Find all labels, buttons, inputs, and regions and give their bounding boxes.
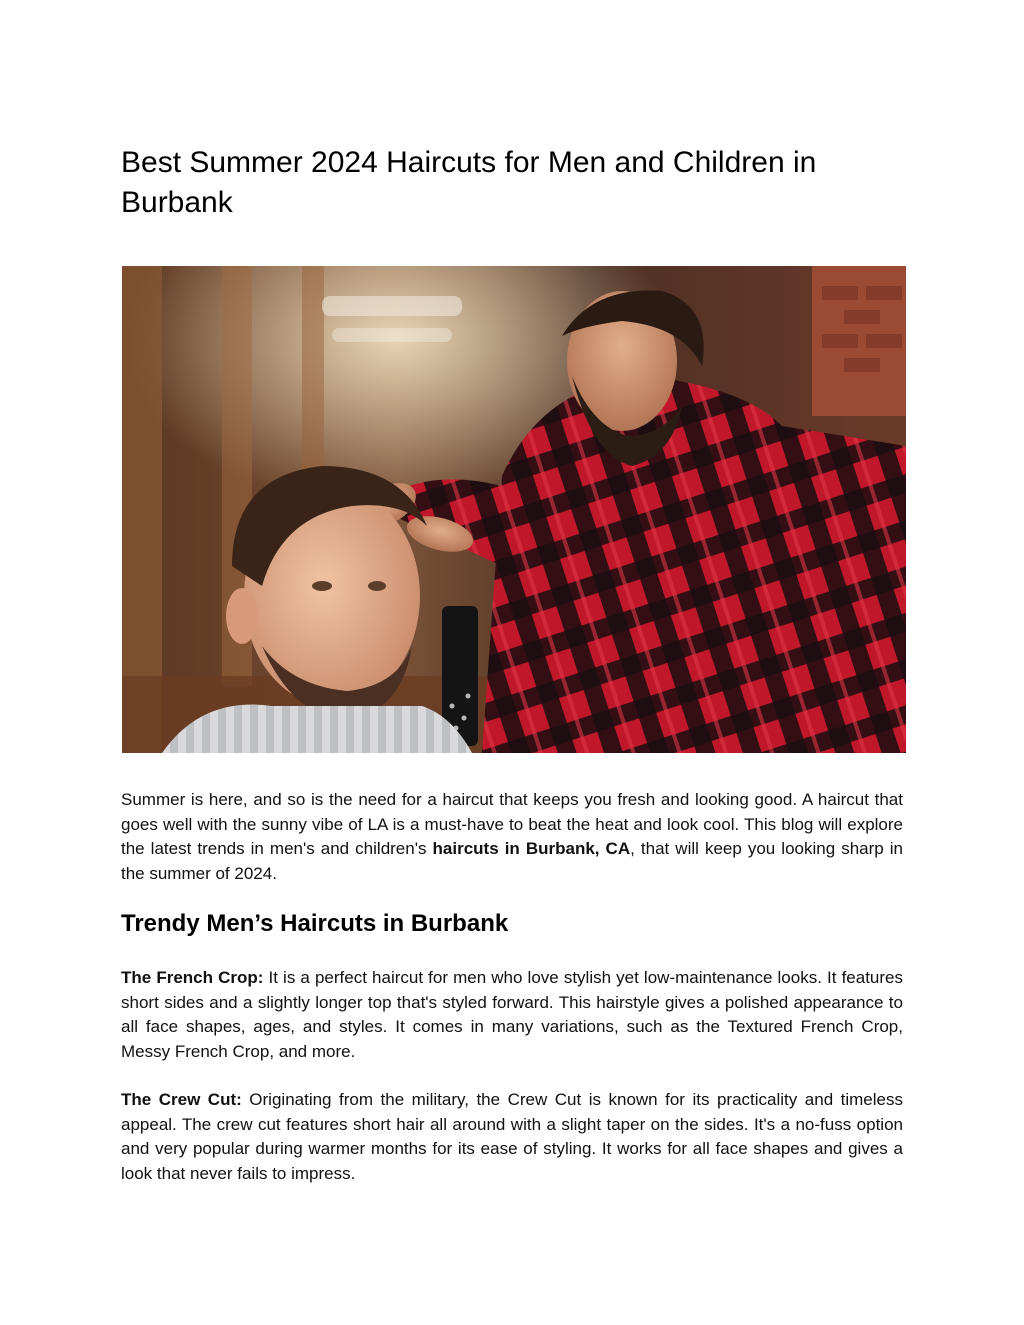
barbershop-illustration [122, 266, 906, 753]
style-description: Originating from the military, the Crew Cut is known for its practicality and timeless appeal. The crew cut features short hair all around with a slight taper on the sides. It's a no-fuss option and very popular during warmer months for its ease of styling. It works for all face shapes and gives a look that never fails to impress. [121, 1090, 903, 1183]
hero-photo [122, 266, 906, 753]
style-name: The Crew Cut: [121, 1090, 242, 1109]
intro-paragraph [121, 788, 903, 886]
page-title: Best Summer 2024 Haircuts for Men and Children in Burbank [121, 146, 817, 219]
intro-text-before: Summer is here, and so is the need for a haircut that keeps you fresh and looking good. A haircut that goes well with the sunny vibe of LA is a must-have to beat the heat and look cool. This blog will explore the latest trends in men's and children's [121, 790, 903, 858]
style-paragraph-crew-cut [121, 1088, 903, 1186]
style-description: It is a perfect haircut for men who love stylish yet low-maintenance looks. It features short sides and a slightly longer top that's styled forward. This hairstyle gives a polished appearance to all face shapes, ages, and styles. It comes in many variations, such as the Textured French Crop, Messy French Crop, and more. [121, 968, 903, 1061]
style-paragraph-french-crop [121, 966, 903, 1064]
section-heading: Trendy Men’s Haircuts in Burbank [121, 910, 509, 937]
style-name: The French Crop: [121, 968, 264, 987]
intro-text-after: , that will keep you looking sharp in the summer of 2024. [121, 839, 904, 883]
intro-keyword-bold: haircuts in Burbank, CA [432, 839, 631, 858]
